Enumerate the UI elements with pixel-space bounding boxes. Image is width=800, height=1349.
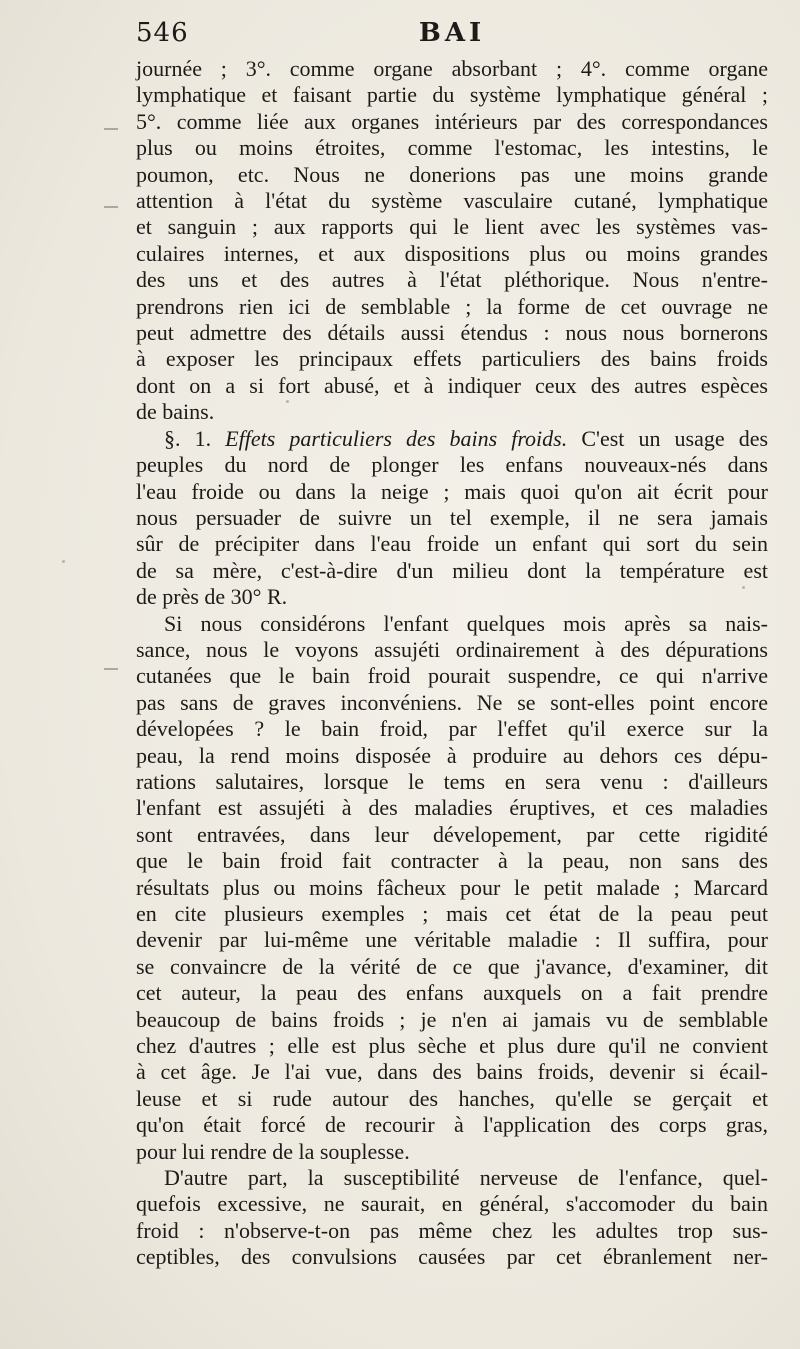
text-line: D'autre part, la susceptibilité nerveuse de l'enfance, quel-	[164, 1165, 768, 1191]
text-line: cutanées que le bain froid pourait suspendre, ce qui n'arrive	[136, 663, 768, 689]
text-line: culaires internes, et aux dispositions plus ou moins grandes	[136, 240, 768, 266]
text-line: l'enfant est assujéti à des maladies éruptives, et ces maladies	[136, 795, 768, 821]
text-line: attention à l'état du système vasculaire cutané, lymphatique	[136, 188, 768, 214]
text-line: 5°. comme liée aux organes intérieurs par des correspondances	[136, 108, 768, 134]
text-line: des uns et des autres à l'état pléthorique. Nous n'entre-	[136, 267, 768, 293]
text-line: en cite plusieurs exemples ; mais cet état de la peau peut	[136, 901, 768, 926]
text-line: rations salutaires, lorsque le tems en sera venu : d'ailleurs	[136, 768, 768, 794]
text-line: nous persuader de suivre un tel exemple, il ne sera jamais	[136, 504, 768, 530]
text-line: de sa mère, c'est-à-dire d'un milieu dont la température est	[136, 557, 768, 583]
text-line: de près de 30° R.	[136, 584, 288, 610]
text-line: ceptibles, des convulsions causées par cet ébranlement ner-	[136, 1244, 768, 1270]
text-line: et sanguin ; aux rapports qui le lient avec les systèmes vas-	[136, 214, 768, 240]
text-line: quefois excessive, ne saurait, en général, s'accomoder du bain	[136, 1191, 768, 1217]
text-line: plus ou moins étroites, comme l'estomac, les intestins, le	[136, 135, 768, 161]
text-line: leuse et si rude autour des hanches, qu'elle se gerçait et	[136, 1085, 768, 1111]
text-line: à exposer les principaux effets particuliers des bains froids	[136, 346, 768, 372]
body-text	[136, 56, 768, 1271]
section-heading-line	[136, 426, 768, 452]
text-line: l'eau froide ou dans la neige ; mais quoi qu'on ait écrit pour	[136, 478, 768, 504]
text-line: pour lui rendre de la souplesse.	[136, 1138, 410, 1164]
text-line: peuples du nord de plonger les enfans nouveaux-nés dans	[136, 452, 768, 478]
text-line: poumon, etc. Nous ne donerions pas une moins grande	[136, 161, 768, 187]
text-line: qu'on était forcé de recourir à l'application des corps gras,	[136, 1112, 768, 1138]
page-number: 546	[136, 18, 189, 48]
section-label: §. 1.	[164, 425, 212, 451]
text-line: cet auteur, la peau des enfans auxquels on a fait prendre	[136, 980, 768, 1006]
section-title: Effets particuliers des bains froids.	[225, 425, 568, 451]
text-line: froid : n'observe-t-on pas même chez les adultes trop sus-	[136, 1217, 768, 1243]
text-line: sûr de précipiter dans l'eau froide un enfant qui sort du sein	[136, 531, 768, 557]
text-line: prendrons rien ici de semblable ; la forme de cet ouvrage ne	[136, 293, 768, 319]
text-line: se convaincre de la vérité de ce que j'avance, d'examiner, dit	[136, 953, 768, 979]
scan-mark	[104, 206, 118, 208]
text-line: journée ; 3°. comme organe absorbant ; 4°. comme organe	[136, 56, 768, 81]
text-line: sont entravées, dans leur dévelopement, par cette rigidité	[136, 821, 768, 847]
text-line: lymphatique et faisant partie du système lymphatique général ;	[136, 82, 768, 108]
text-line: à cet âge. Je l'ai vue, dans des bains froids, devenir si écail-	[136, 1059, 768, 1085]
text-line: peut admettre des détails aussi étendus : nous nous bornerons	[136, 320, 768, 346]
section-first-line-rest: C'est un usage des	[581, 425, 769, 451]
text-line: résultats plus ou moins fâcheux pour le petit malade ; Marcard	[136, 874, 768, 900]
text-line: que le bain froid fait contracter à la peau, non sans des	[136, 848, 768, 874]
scan-mark	[104, 128, 118, 130]
text-line: pas sans de graves inconvéniens. Ne se sont-elles point encore	[136, 689, 768, 715]
scan-mark	[286, 400, 289, 403]
text-line: Si nous considérons l'enfant quelques mois après sa nais-	[164, 610, 768, 636]
text-line: sance, nous le voyons assujéti ordinairement à des dépurations	[136, 636, 768, 662]
text-line: devenir par lui-même une véritable maladie : Il suffira, pour	[136, 927, 768, 953]
scan-mark	[62, 560, 65, 563]
text-line: beaucoup de bains froids ; je n'en ai jamais vu de semblable	[136, 1006, 768, 1032]
text-line: de bains.	[136, 399, 215, 425]
text-line: chez d'autres ; elle est plus sèche et plus dure qu'il ne convient	[136, 1033, 768, 1059]
scan-mark	[742, 586, 745, 589]
running-title: BAI	[418, 18, 486, 48]
text-line: peau, la rend moins disposée à produire au dehors ces dépu-	[136, 742, 768, 768]
text-line: dévelopées ? le bain froid, par l'effet qu'il exerce sur la	[136, 716, 768, 742]
running-head	[136, 18, 768, 52]
scan-mark	[104, 668, 118, 670]
text-line: dont on a si fort abusé, et à indiquer ceux des autres espèces	[136, 372, 768, 398]
